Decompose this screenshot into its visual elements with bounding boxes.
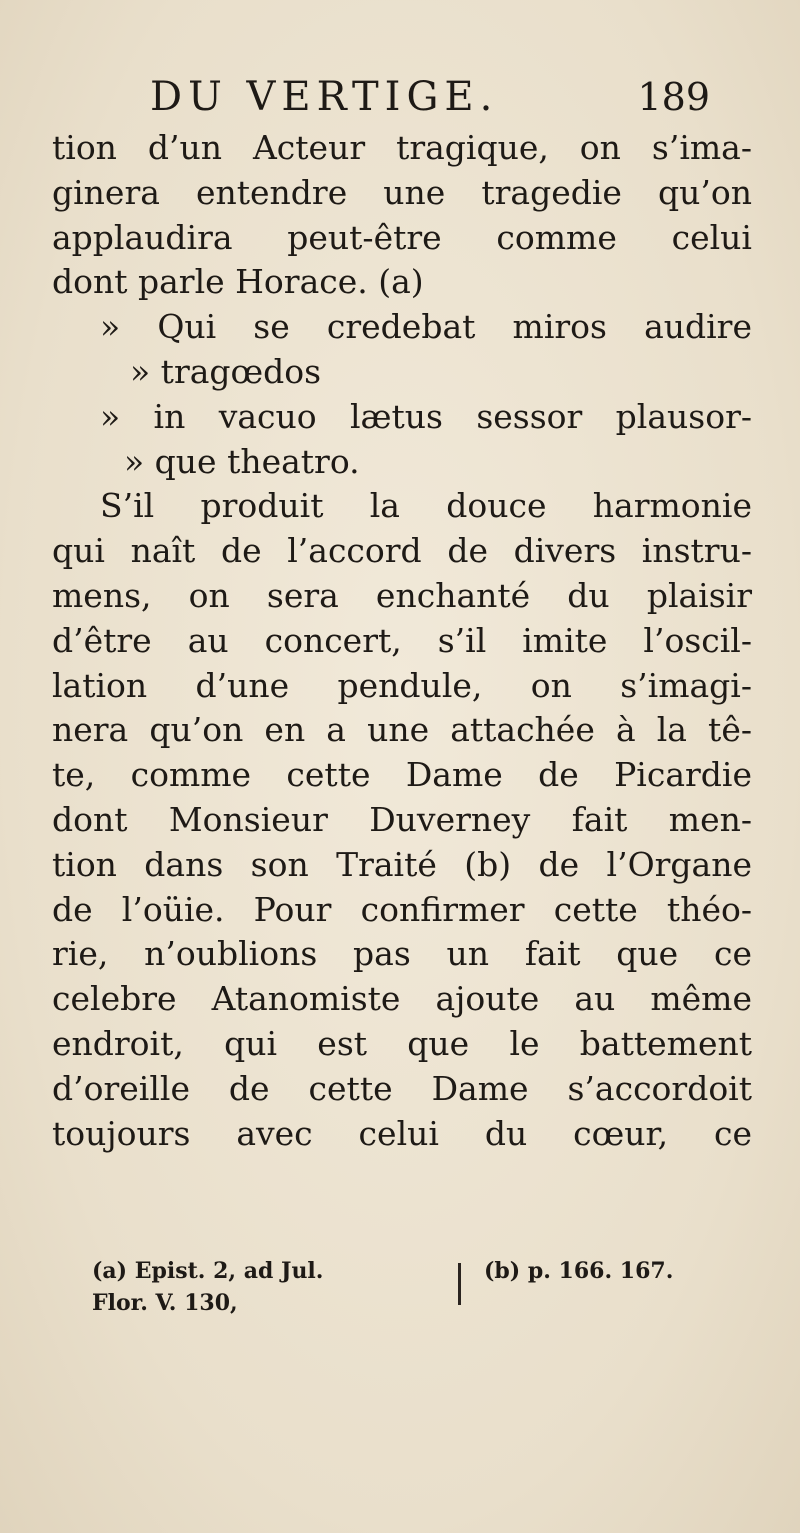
text-line: celebre Atanomiste ajoute au même bbox=[52, 979, 752, 1019]
text-line: applaudira peut-être comme celui bbox=[52, 217, 752, 257]
text-line: dont Monsieur Duverney fait men- bbox=[52, 799, 752, 839]
footnote-b bbox=[484, 1255, 744, 1287]
text-line: de l’oüie. Pour confirmer cette théo- bbox=[52, 889, 752, 929]
footnote-divider bbox=[458, 1263, 461, 1305]
text-line: qui naît de l’accord de divers instru- bbox=[52, 531, 752, 571]
text-line: mens, on sera enchanté du plaisir bbox=[52, 575, 752, 615]
footnote-a-line: Flor. V. 130, bbox=[92, 1290, 238, 1316]
text-line: rie, n’oublions pas un fait que ce bbox=[52, 934, 752, 974]
text-line: endroit, qui est que le battement bbox=[52, 1023, 752, 1063]
text-line: tion dans son Traité (b) de l’Organe bbox=[52, 844, 752, 884]
body-text bbox=[52, 126, 752, 1156]
verse-line: » tragœdos bbox=[130, 351, 322, 391]
footnote-b-line: (b) p. 166. 167. bbox=[484, 1258, 674, 1284]
text-line: te, comme cette Dame de Picardie bbox=[52, 755, 752, 795]
footnote-a-line: (a) Epist. 2, ad Jul. bbox=[92, 1258, 324, 1284]
verse-line: » Qui se credebat miros audire bbox=[100, 307, 752, 347]
footnote-a bbox=[92, 1255, 422, 1319]
text-line: lation d’une pendule, on s’imagi- bbox=[52, 665, 752, 705]
footnotes bbox=[92, 1255, 732, 1335]
text-line: d’être au concert, s’il imite l’oscil- bbox=[52, 620, 752, 660]
text-line: S’il produit la douce harmonie bbox=[100, 486, 752, 526]
text-line: dont parle Horace. (a) bbox=[52, 262, 424, 302]
running-title: DU VERTIGE. bbox=[150, 74, 499, 120]
text-line: ginera entendre une tragedie qu’on bbox=[52, 172, 752, 212]
text-line: tion d’un Acteur tragique, on s’ima- bbox=[52, 128, 752, 167]
page-header bbox=[150, 72, 710, 122]
text-line: toujours avec celui du cœur, ce bbox=[52, 1113, 752, 1153]
page-number: 189 bbox=[637, 75, 710, 119]
verse-line: » in vacuo lætus sessor plausor- bbox=[100, 396, 752, 436]
text-line: nera qu’on en a une attachée à la tê- bbox=[52, 710, 752, 750]
verse-line: » que theatro. bbox=[124, 441, 360, 481]
text-line: d’oreille de cette Dame s’accordoit bbox=[52, 1068, 752, 1108]
